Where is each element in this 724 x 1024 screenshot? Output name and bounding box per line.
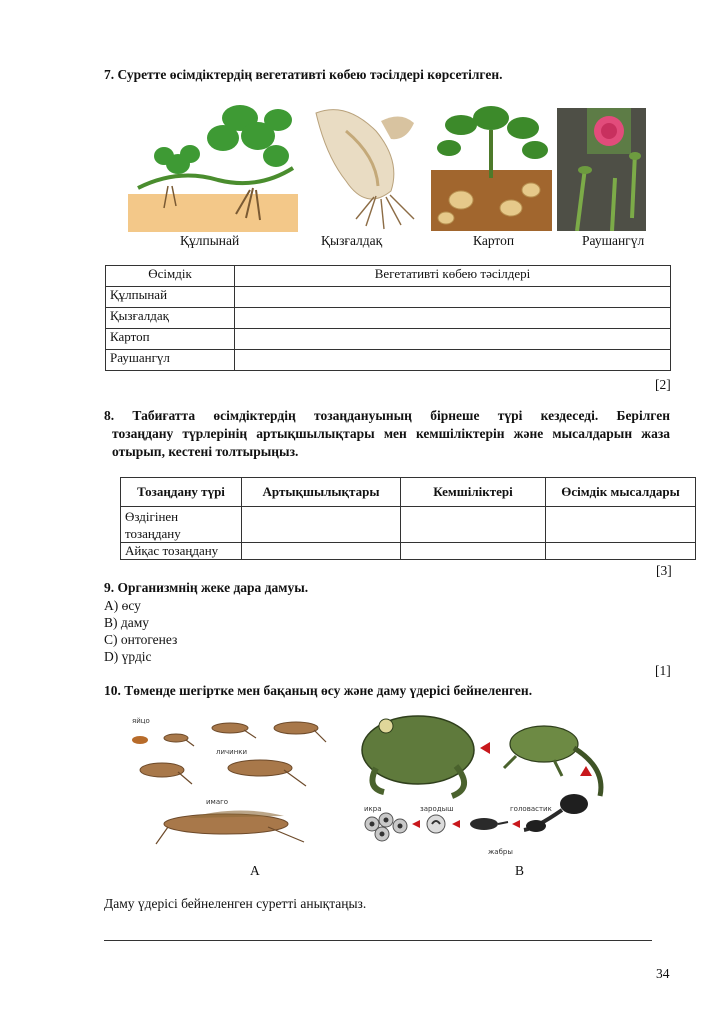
q8-header-type: Тозаңдану түрі (121, 478, 242, 507)
grasshopper-development-figure (128, 712, 338, 852)
q7-row-label: Раушангүл (106, 350, 235, 371)
q9-score: [1] (655, 663, 671, 678)
q9-option-a[interactable]: A) өсу (104, 598, 141, 613)
answer-cell[interactable] (235, 350, 671, 371)
q8-title-line3: отырып, кестені толтырыңыз. (112, 444, 299, 459)
table-row (106, 308, 671, 329)
answer-cell[interactable] (401, 543, 546, 560)
frog-development-figure (356, 708, 618, 858)
label-embryo: зародыш (420, 805, 454, 813)
q7-table (105, 265, 671, 371)
q10-instruction: Даму үдерісі бейнеленген суретті анықтаңыз. (104, 896, 367, 911)
strawberry-image (128, 98, 298, 232)
label-spawn: икра (364, 805, 382, 813)
answer-line[interactable] (104, 940, 652, 941)
page-number: 34 (656, 966, 670, 981)
q8-title-line1: 8. Табиғатта өсімдіктердің тозаңдануының бірнеше түрі кездеседі. Берілген (104, 408, 670, 423)
label-imago: имаго (206, 798, 229, 806)
table-row (106, 329, 671, 350)
q7-title: 7. Суретте өсімдіктердің вегетативті көбею тәсілдері көрсетілген. (104, 67, 503, 82)
q7-row-label: Құлпынай (106, 287, 235, 308)
q7-header-method: Вегетативті көбею тәсілдері (235, 266, 671, 287)
figure-a-caption: A (250, 863, 260, 878)
label-gills: жабры (488, 848, 513, 856)
label-larvae: личинки (216, 748, 248, 756)
q8-row-label: Айқас тозаңдану (121, 543, 242, 560)
rose-cutting-image (557, 108, 646, 231)
table-row (106, 350, 671, 371)
q10-title: 10. Төменде шегіртке мен бақаның өсу және даму үдерісі бейнеленген. (104, 683, 533, 698)
figure-b-caption: B (515, 863, 525, 878)
q9-option-b[interactable]: B) даму (104, 615, 150, 630)
caption-strawberry: Құлпынай (180, 233, 240, 248)
q9-option-d[interactable]: D) үрдіс (104, 649, 152, 664)
tulip-bulb-image (306, 101, 429, 231)
answer-cell[interactable] (401, 507, 546, 543)
q9-option-c[interactable]: C) онтогенез (104, 632, 178, 647)
answer-cell[interactable] (235, 329, 671, 350)
answer-cell[interactable] (235, 287, 671, 308)
q8-header-examples: Өсімдік мысалдары (546, 478, 696, 507)
q8-header-disadvantages: Кемшіліктері (401, 478, 546, 507)
answer-cell[interactable] (546, 543, 696, 560)
q8-score: [3] (656, 563, 672, 578)
q8-header-advantages: Артықшылықтары (242, 478, 401, 507)
q7-row-label: Картоп (106, 329, 235, 350)
q8-row-label: Өздігінен тозаңдану (121, 507, 242, 543)
label-tadpole: головастик (510, 805, 552, 813)
q7-row-label: Қызғалдақ (106, 308, 235, 329)
table-row (121, 543, 696, 560)
q9-title: 9. Организмнің жеке дара дамуы. (104, 580, 309, 595)
table-row (121, 507, 696, 543)
label-egg: яйцо (132, 717, 150, 725)
q7-header-plant: Өсімдік (106, 266, 235, 287)
q8-table (120, 477, 696, 560)
answer-cell[interactable] (242, 543, 401, 560)
q7-score: [2] (655, 377, 671, 392)
caption-potato: Картоп (473, 233, 515, 248)
table-row (106, 287, 671, 308)
caption-rose: Раушангүл (582, 233, 645, 248)
answer-cell[interactable] (546, 507, 696, 543)
potato-image (431, 100, 552, 231)
q8-title-line2: тозаңдану түрлерінің артықшылықтары мен кемшіліктерін және мысалдарын жаза (112, 426, 670, 441)
caption-tulip: Қызғалдақ (321, 233, 383, 248)
answer-cell[interactable] (242, 507, 401, 543)
answer-cell[interactable] (235, 308, 671, 329)
